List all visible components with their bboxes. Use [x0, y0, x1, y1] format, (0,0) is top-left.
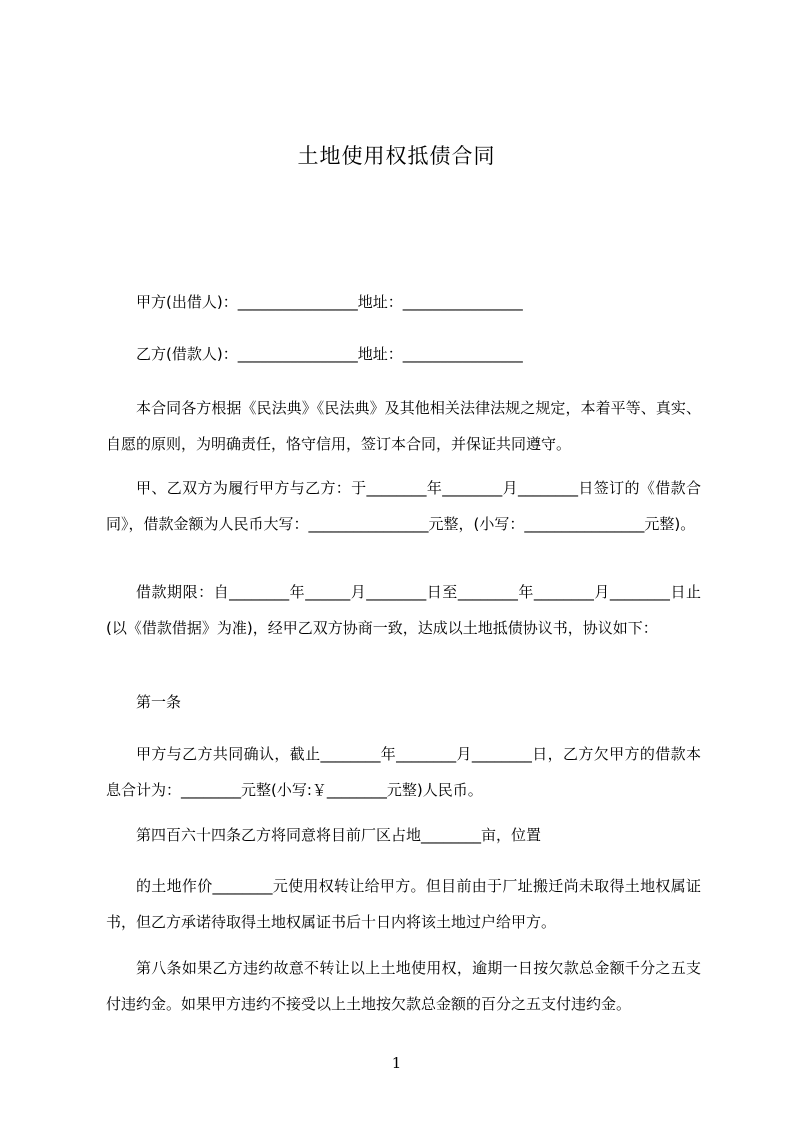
article-8-paragraph: 第八条如果乙方违约故意不转让以上土地使用权，逾期一日按欠款总金额千分之五支付违约金。如果甲方违约不接受以上土地按欠款总金额的百分之五支付违约金。: [106, 959, 701, 1013]
confirm-paragraph: 甲方与乙方共同确认，截止________年________月________日，乙方欠甲方的借款本息合计为：________元整(小写:￥________元整)人民币。: [106, 745, 701, 799]
intro-paragraph: 本合同各方根据《民法典》《民法典》及其他相关法律法规之规定，本着平等、真实、自愿的原则，为明确责任，恪守信用，签订本合同，并保证共同遵守。: [106, 399, 701, 453]
article-464-line: 第四百六十四条乙方将同意将目前厂区占地________亩，位置: [136, 826, 542, 844]
land-paragraph: 的土地作价________元使用权转让给甲方。但目前由于厂址搬迁尚未取得土地权属证书，但乙方承诺待取得土地权属证书后十日内将该土地过户给甲方。: [106, 877, 701, 931]
page-number: 1: [391, 1054, 402, 1072]
loan-paragraph: 甲、乙双方为履行甲方与乙方：于________年________月________日签订的《借款合同》，借款金额为人民币大写：________________元整，(小写：________________元整)。: [106, 479, 701, 533]
page-title: 土地使用权抵债合同: [297, 144, 496, 168]
party-a-line: 甲方(出借人)：________________地址：________________: [136, 293, 523, 311]
article-1-heading: 第一条: [136, 693, 182, 711]
party-b-line: 乙方(借款人)：________________地址：________________: [136, 345, 523, 363]
period-paragraph: 借款期限：自________年______月________日至________年________月________日止(以《借款借据》为准)，经甲乙双方协商一致，达成以土地抵债协议书，协议如下：: [106, 583, 701, 637]
